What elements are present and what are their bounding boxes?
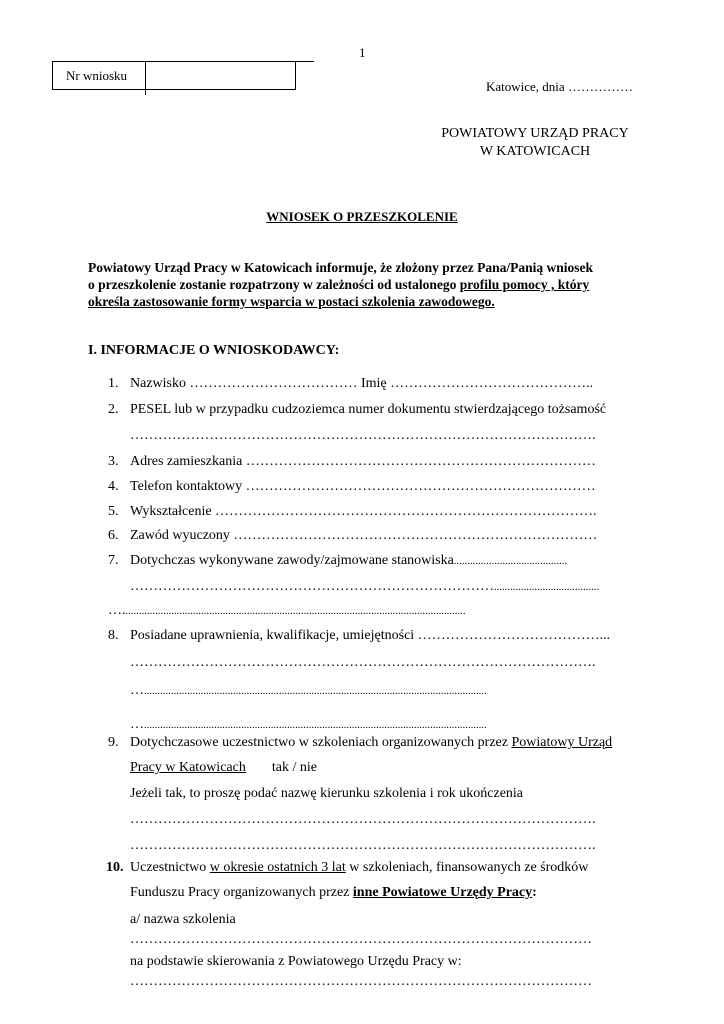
dotted-line: ………………………………………………………………………………………. xyxy=(130,655,596,670)
place-date: Katowice, dnia …………… xyxy=(486,79,633,94)
section-heading: I. INFORMACJE O WNIOSKODAWCY: xyxy=(88,343,340,358)
referral-office-label: na podstawie skierowania z Powiatowego Urzędu Pracy w: xyxy=(130,954,462,969)
other-offices-reference: inne Powiatowe Urzędy Pracy xyxy=(352,885,533,900)
info-line2-profile: profilu pomocy , który xyxy=(459,277,590,292)
text: Uczestnictwo xyxy=(130,860,210,875)
field-education: Wykształcenie ………………………………………………………………………. xyxy=(130,504,597,519)
field-qualifications-line3 xyxy=(130,683,487,699)
item-number: 1. xyxy=(108,376,119,391)
dotted-line: ............................................................................................................................... xyxy=(144,720,487,731)
training-course-question: Jeżeli tak, to proszę podać nazwę kierunku szkolenia i rok ukończenia xyxy=(130,786,524,801)
dotted-line: …. xyxy=(108,603,126,618)
field-other-offices-line2 xyxy=(130,885,537,901)
item-number: 8. xyxy=(108,628,119,643)
item-number: 5. xyxy=(108,504,119,519)
item-number: 7. xyxy=(108,553,119,568)
field-previous-jobs-line3 xyxy=(108,603,466,619)
item-number: 10. xyxy=(106,860,124,875)
dotted-line: .............................................................................................................................. xyxy=(125,606,466,617)
office-reference: Powiatowy Urząd xyxy=(511,735,613,750)
text: : xyxy=(532,885,537,900)
dotted-line: ………………………………………………………………………………………. xyxy=(130,838,596,853)
dotted-line: ……………………………………………………………………………………… xyxy=(130,932,592,947)
request-box-divider xyxy=(145,62,146,95)
item-number: 2. xyxy=(108,402,119,417)
office-reference: Pracy w Katowicach xyxy=(130,760,246,775)
info-line2 xyxy=(88,276,638,293)
info-line3: określa zastosowanie formy wsparcia w postaci szkolenia zawodowego. xyxy=(88,294,495,309)
field-phone: Telefon kontaktowy ………………………………………………………………… xyxy=(130,479,596,494)
field-previous-jobs-line2 xyxy=(130,579,599,595)
dotted-line: .......................................... xyxy=(453,556,568,567)
field-previous-jobs-label: Dotychczas wykonywane zawody/zajmowane stanowiska xyxy=(130,553,454,568)
request-number-box xyxy=(52,61,296,90)
field-qualifications: Posiadane uprawnienia, kwalifikacje, umiejętności …………………………………... xyxy=(130,628,611,643)
dotted-line: … xyxy=(130,683,144,698)
field-pesel-dots: ………………………………………………………………………………………. xyxy=(130,428,596,443)
dotted-line: ............................................................................................................................... xyxy=(144,686,487,697)
item-number: 6. xyxy=(108,528,119,543)
dotted-line: ……………………………………………………………………………………… xyxy=(130,974,592,989)
info-line1: Powiatowy Urząd Pracy w Katowicach informuje, że złożony przez Pana/Panią wniosek xyxy=(88,260,594,275)
text: Funduszu Pracy organizowanych przez xyxy=(130,885,353,900)
info-paragraph xyxy=(88,259,638,310)
field-profession: Zawód wyuczony …………………………………………………………………… xyxy=(130,528,598,543)
field-previous-jobs xyxy=(130,553,567,569)
field-surname-name: Nazwisko ……………………………… Imię …………………………………….. xyxy=(130,376,594,391)
training-history-label: Dotychczasowe uczestnictwo w szkoleniach organizowanych przez xyxy=(130,735,512,750)
item-number: 3. xyxy=(108,454,119,469)
field-pesel-label: PESEL lub w przypadku cudzoziemca numer dokumentu stwierdzającego tożsamość xyxy=(130,402,607,417)
field-address: Adres zamieszkania ………………………………………………………………… xyxy=(130,454,596,469)
training-name-label: a/ nazwa szkolenia xyxy=(130,912,236,927)
document-title: WNIOSEK O PRZESZKOLENIE xyxy=(266,209,458,224)
text: w szkoleniach, finansowanych ze środków xyxy=(345,860,589,875)
dotted-line: …………………………………………………………………… xyxy=(130,579,494,594)
field-training-history-line2 xyxy=(130,760,317,776)
field-other-offices-training xyxy=(130,860,588,876)
page-number: 1 xyxy=(359,45,366,60)
yes-no-option: tak / nie xyxy=(271,760,317,775)
request-number-label: Nr wniosku xyxy=(66,68,128,83)
dotted-line: ………………………………………………………………………………………. xyxy=(130,812,596,827)
dotted-line: ....................................... xyxy=(494,582,600,593)
item-number: 9. xyxy=(108,735,119,750)
field-qualifications-line4 xyxy=(130,717,487,733)
office-name-line1: POWIATOWY URZĄD PRACY xyxy=(441,126,629,141)
dotted-line: … xyxy=(130,717,144,732)
item-number: 4. xyxy=(108,479,119,494)
field-training-history xyxy=(130,735,612,751)
office-name-line2: W KATOWICACH xyxy=(479,144,591,159)
period-reference: w okresie ostatnich 3 lat xyxy=(209,860,346,875)
info-line2-text: o przeszkolenie zostanie rozpatrzony w zależności od ustalonego xyxy=(88,277,460,292)
